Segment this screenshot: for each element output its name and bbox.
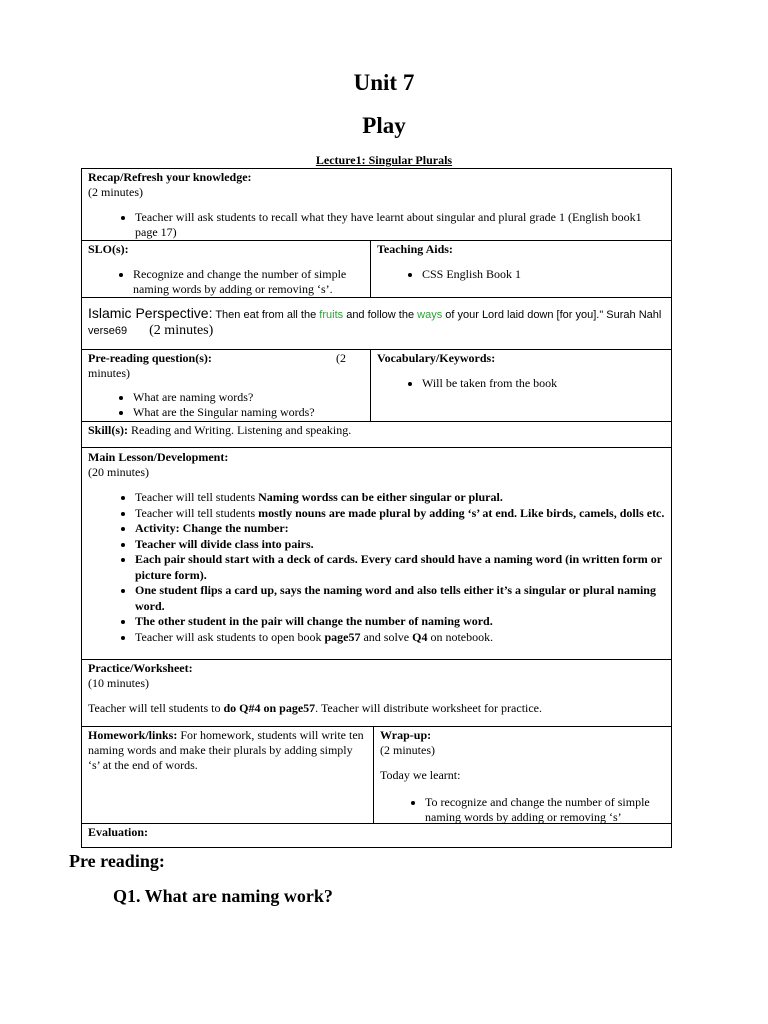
islamic-time: (2 minutes) xyxy=(149,323,214,338)
homework-text: For homework, students will write ten naming words and make their plurals by adding simply ‘s’ at the end of words. xyxy=(88,728,364,772)
question-1: Q1. What are naming work? xyxy=(113,886,333,906)
islamic-text-1: Then eat from all the xyxy=(212,309,320,321)
main-bullet-1: • Teacher will tell students Naming wordss can be either singular or plural. xyxy=(135,490,665,506)
aids-cell xyxy=(371,241,671,297)
main-bullet-8: • Teacher will ask students to open book page57 and solve Q4 on notebook. xyxy=(135,630,665,646)
prereading-time: (2 minutes) xyxy=(88,351,346,380)
islamic-label: Islamic Perspective: xyxy=(88,305,213,321)
recap-bullet: • Teacher will ask students to recall what they have learnt about singular and plural grade 1 (English book1 page 17) xyxy=(135,210,665,240)
homework-heading: Homework/links: xyxy=(88,728,178,742)
prereading-bullet-2: • What are the Singular naming words? xyxy=(133,405,364,420)
pre-reading-heading: Pre reading: xyxy=(69,851,165,871)
slo-bullet: • Recognize and change the number of simple naming words by adding or removing ‘s’. xyxy=(133,267,364,297)
prereading-bullet-1: • What are naming words? xyxy=(133,390,364,405)
skills-text: Reading and Writing. Listening and speaking. xyxy=(128,423,352,437)
wrapup-learnt: Today we learnt: xyxy=(380,768,461,782)
skills-heading: Skill(s): xyxy=(88,423,129,437)
islamic-text-2: and follow the xyxy=(343,309,418,321)
recap-heading: Recap/Refresh your knowledge: xyxy=(88,170,252,184)
prereading-cell xyxy=(82,350,371,421)
islamic-word-fruits: fruits xyxy=(319,309,344,321)
main-lesson-row xyxy=(82,448,671,660)
vocab-heading: Vocabulary/Keywords: xyxy=(377,351,496,365)
prereading-row xyxy=(82,350,671,422)
aids-bullet: • CSS English Book 1 xyxy=(422,267,665,282)
wrapup-time: (2 minutes) xyxy=(380,743,435,757)
main-bullet-2: • Teacher will tell students mostly nouns are made plural by adding ‘s’ at end. Like birds, camels, dolls etc. xyxy=(135,506,665,522)
wrapup-cell xyxy=(374,727,671,823)
recap-time: (2 minutes) xyxy=(88,185,143,199)
vocab-bullet: • Will be taken from the book xyxy=(422,376,665,391)
recap-row xyxy=(82,169,671,241)
main-bullet-3: • Activity: Change the number: xyxy=(135,521,665,537)
evaluation-heading: Evaluation: xyxy=(88,825,149,839)
practice-row xyxy=(82,660,671,727)
slo-heading: SLO(s): xyxy=(88,242,129,256)
slo-row xyxy=(82,241,671,298)
slo-cell xyxy=(82,241,371,297)
aids-heading: Teaching Aids: xyxy=(377,242,453,256)
main-bullet-7: • The other student in the pair will change the number of naming word. xyxy=(135,614,665,630)
main-time: (20 minutes) xyxy=(88,465,149,479)
practice-heading: Practice/Worksheet: xyxy=(88,661,193,675)
practice-time: (10 minutes) xyxy=(88,676,149,690)
practice-text: Teacher will tell students to do Q#4 on page57. Teacher will distribute worksheet for practice. xyxy=(88,701,543,715)
main-bullet-4: • Teacher will divide class into pairs. xyxy=(135,537,665,553)
main-bullet-5: • Each pair should start with a deck of cards. Every card should have a naming word (in written form or picture form). xyxy=(135,552,665,583)
main-heading: Main Lesson/Development: xyxy=(88,450,229,464)
homework-row xyxy=(82,727,671,824)
islamic-row xyxy=(82,298,671,350)
prereading-heading: Pre-reading question(s): xyxy=(88,351,212,365)
islamic-word-ways: ways xyxy=(417,309,443,321)
vocab-cell xyxy=(371,350,671,421)
islamic-text-3: of your Lord laid down [for you]." Surah Nahl verse69 xyxy=(88,309,662,337)
wrapup-bullet: • To recognize and change the number of simple naming words by adding or removing ‘s’ xyxy=(425,795,665,825)
wrapup-heading: Wrap-up: xyxy=(380,728,432,742)
evaluation-row xyxy=(82,824,671,848)
lesson-plan-table xyxy=(81,168,672,848)
topic-title: Play xyxy=(362,113,406,138)
skills-row xyxy=(82,422,671,448)
unit-title: Unit 7 xyxy=(353,70,415,95)
main-bullet-6: • One student flips a card up, says the naming word and also tells either it’s a singular or plural naming word. xyxy=(135,583,665,614)
lecture-title: Lecture1: Singular Plurals xyxy=(315,153,453,167)
homework-cell xyxy=(82,727,374,823)
